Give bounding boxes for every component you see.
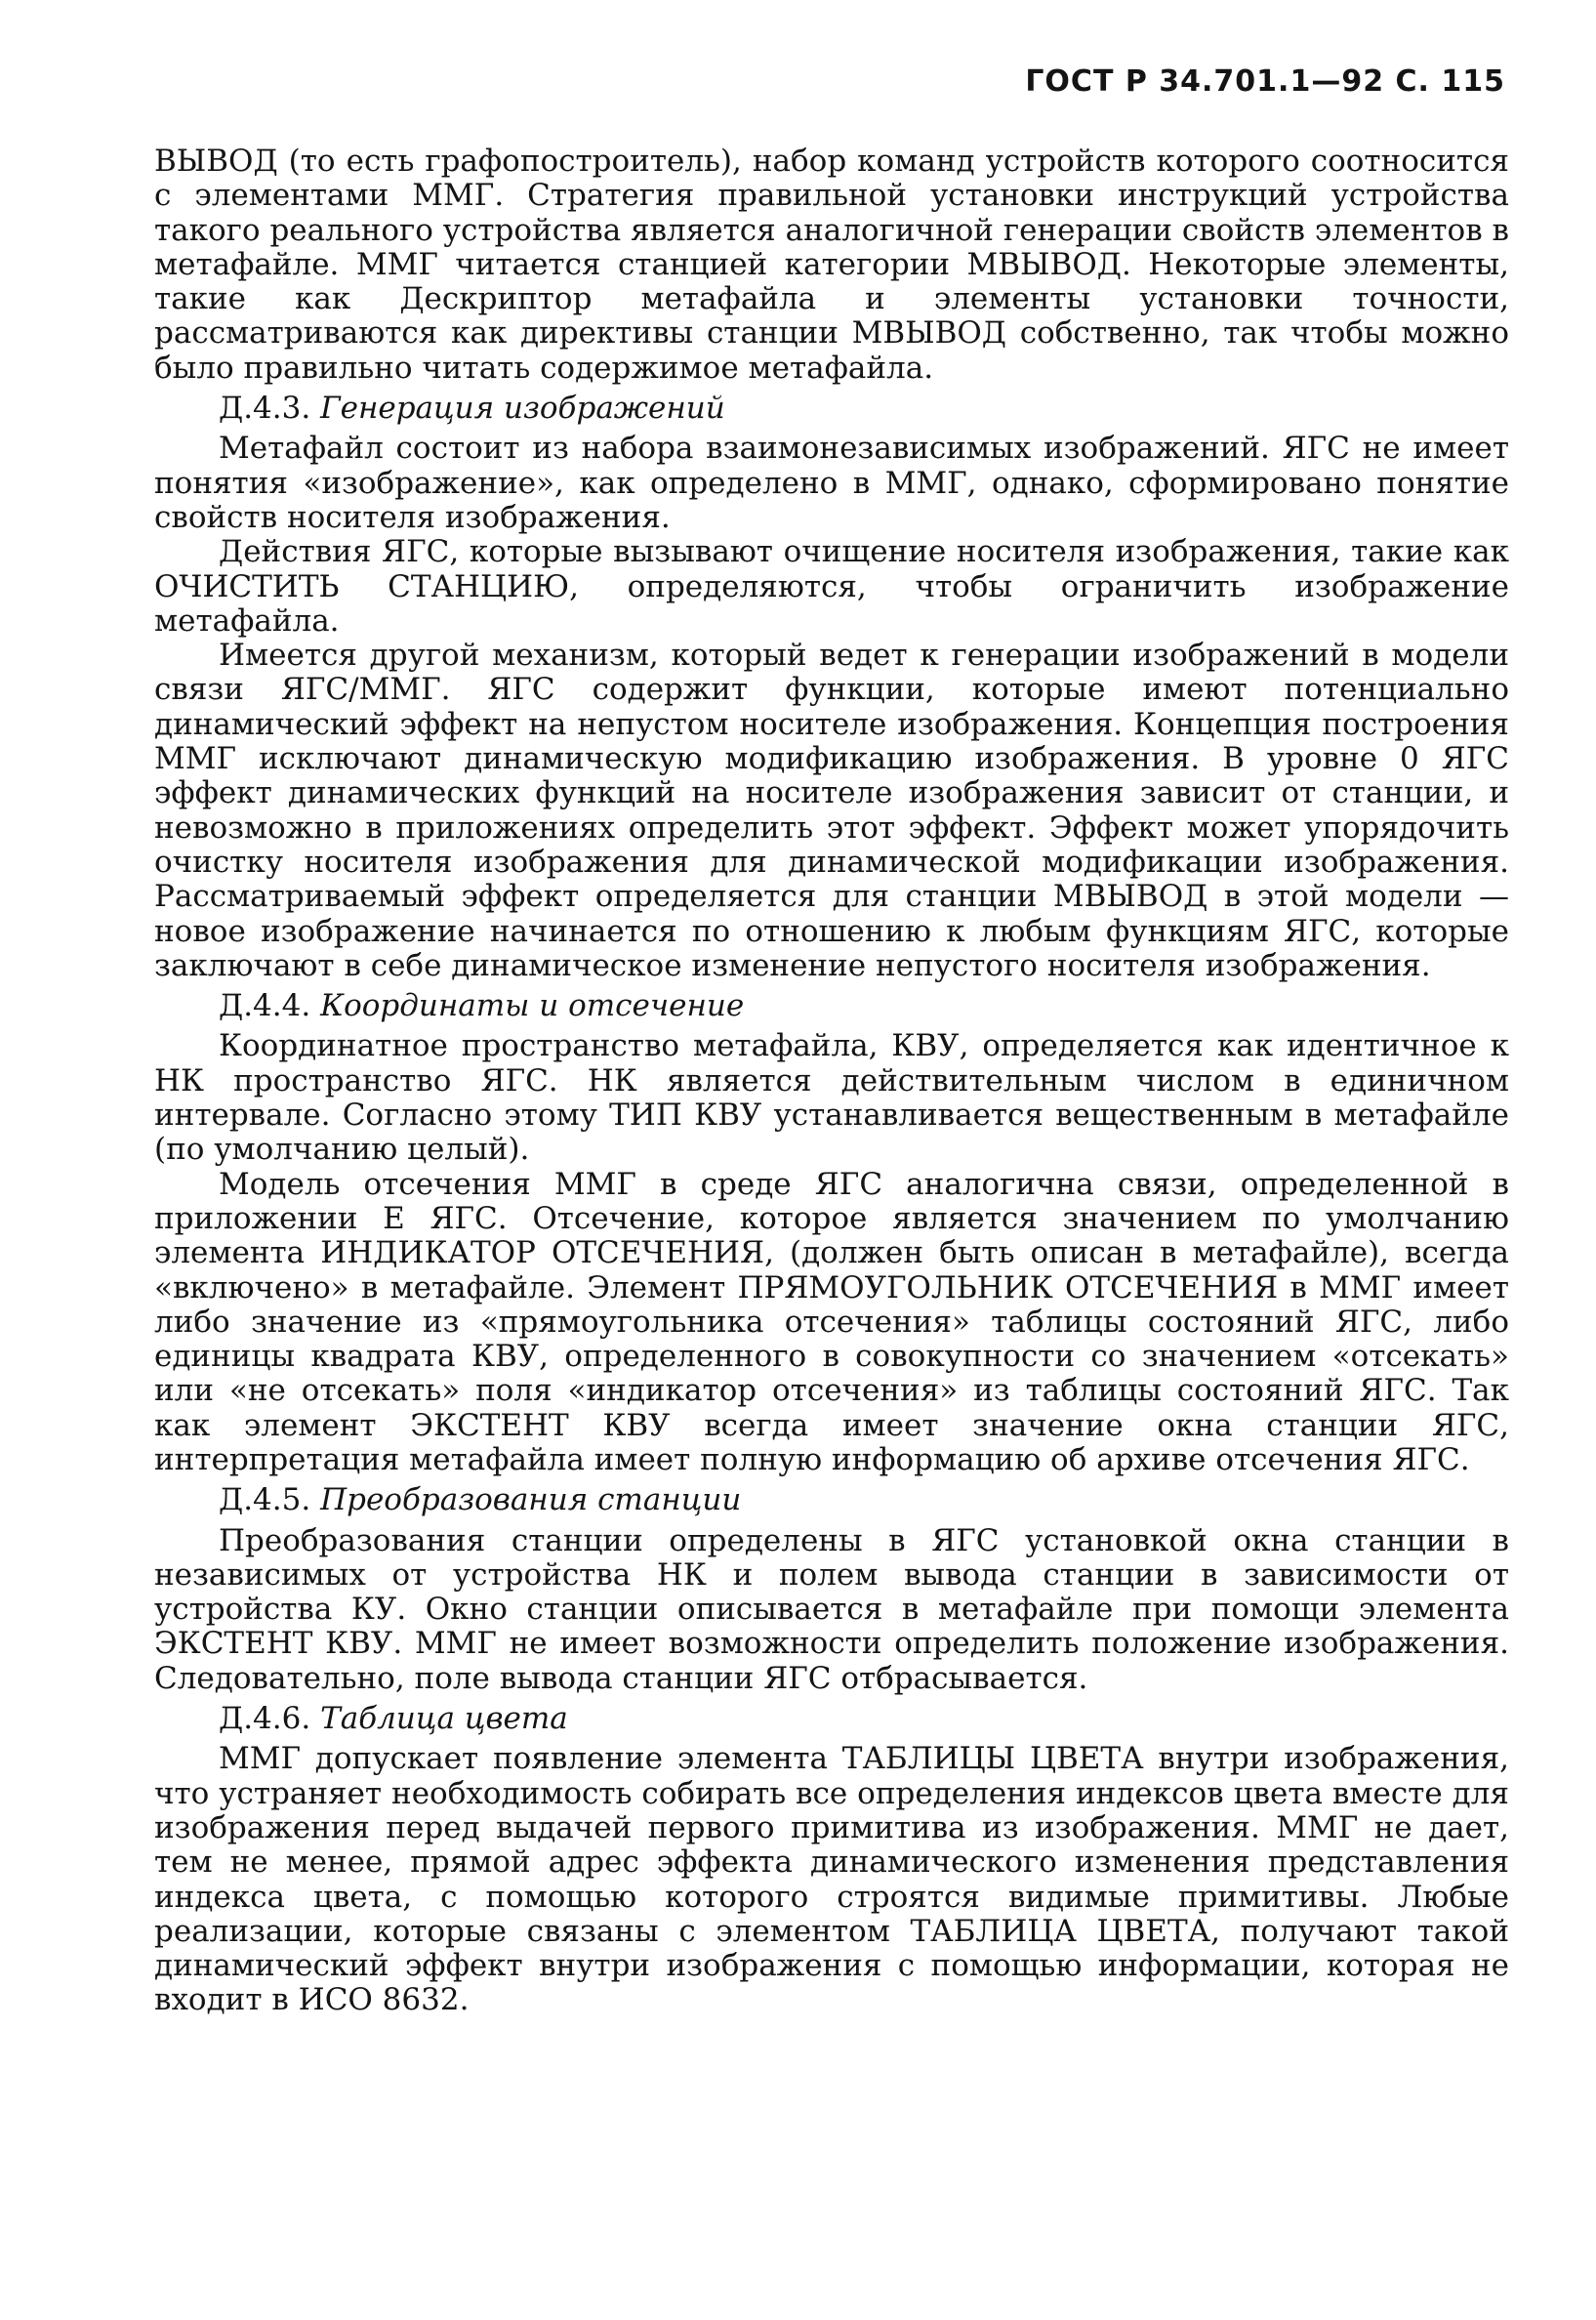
section-title: Таблица цвета xyxy=(320,1701,568,1737)
paragraph: Имеется другой механизм, который ведет к генерации изображений в модели связи ЯГС/ММГ. ЯГС содержит функции, которые имеют потенциально динамический эффект на непустом носителе изображения. Концепция построения ММГ исключают динамическую модификацию изображения. В уровне 0 ЯГС эффект динамических функций на носителе изображения зависит от станции, и невозможно в приложениях определить этот эффект. Эффект может упорядочить очистку носителя изображения для динамической модификации изображения. Рассматриваемый эффект определяется для станции МВЫВОД в этой модели — новое изображение начинается по отношению к любым функциям ЯГС, которые заключают в себе динамическое изменение непустого носителя изображения. xyxy=(154,638,1509,983)
paragraph: Действия ЯГС, которые вызывают очищение носителя изображения, такие как ОЧИСТИТЬ СТАНЦИЮ, определяются, чтобы ограничить изображение метафайла. xyxy=(154,534,1509,639)
section-number: Д.4.6. xyxy=(219,1701,311,1737)
running-head: ГОСТ Р 34.701.1—92 С. 115 xyxy=(1025,64,1505,99)
section-number: Д.4.4. xyxy=(219,988,311,1024)
section-number: Д.4.3. xyxy=(219,391,311,427)
section-heading-d46 xyxy=(154,1702,1509,1736)
section-number: Д.4.5. xyxy=(219,1482,311,1518)
section-heading-d43 xyxy=(154,392,1509,426)
section-title: Генерация изображений xyxy=(320,391,725,427)
paragraph: ММГ допускает появление элемента ТАБЛИЦЫ ЦВЕТА внутри изображения, что устраняет необходимость собирать все определения индексов цвета вместе для изображения перед выдачей первого примитива из изображения. ММГ не дает, тем не менее, прямой адрес эффекта динамического изменения представления индекса цвета, с помощью которого строятся видимые примитивы. Любые реализации, которые связаны с элементом ТАБЛИЦА ЦВЕТА, получают такой динамический эффект внутри изображения с помощью информации, которая не входит в ИСО 8632. xyxy=(154,1741,1509,2018)
paragraph: Преобразования станции определены в ЯГС установкой окна станции в независимых от устройства НК и полем вывода станции в зависимости от устройства КУ. Окно станции описывается в метафайле при помощи элемента ЭКСТЕНТ КВУ. ММГ не имеет возможности определить положение изображения. Следовательно, поле вывода станции ЯГС отбрасывается. xyxy=(154,1522,1509,1696)
section-heading-d44 xyxy=(154,989,1509,1023)
paragraph: Координатное пространство метафайла, КВУ, определяется как идентичное к НК пространство ЯГС. НК является действительным числом в единичном интервале. Согласно этому ТИП КВУ устанавливается вещественным в метафайле (по умолчанию целый). xyxy=(154,1028,1509,1168)
paragraph: Метафайл состоит из набора взаимонезависимых изображений. ЯГС не имеет понятия «изображение», как определено в ММГ, однако, сформировано понятие свойств носителя изображения. xyxy=(154,431,1509,535)
paragraph: Модель отсечения ММГ в среде ЯГС аналогична связи, определенной в приложении Е ЯГС. Отсечение, которое является значением по умолчанию элемента ИНДИКАТОР ОТСЕЧЕНИЯ, (должен быть описан в метафайле), всегда «включено» в метафайле. Элемент ПРЯМОУГОЛЬНИК ОТСЕЧЕНИЯ в ММГ имеет либо значение из «прямоугольника отсечения» таблицы состояний ЯГС, либо единицы квадрата КВУ, определенного в совокупности со значением «отсекать» или «не отсекать» поля «индикатор отсечения» из таблицы состояний ЯГС. Так как элемент ЭКСТЕНТ КВУ всегда имеет значение окна станции ЯГС, интерпретация метафайла имеет полную информацию об архиве отсечения ЯГС. xyxy=(154,1166,1509,1477)
section-title: Координаты и отсечение xyxy=(320,988,745,1024)
section-heading-d45 xyxy=(154,1483,1509,1517)
paragraph-continuation: ВЫВОД (то есть графопостроитель), набор команд устройств которого соотносится с элементами ММГ. Стратегия правильной установки инструкций устройства такого реального устройства является аналогичной генерации свойств элементов в метафайле. ММГ читается станцией категории МВЫВОД. Некоторые элементы, такие как Дескриптор метафайла и элементы установки точности, рассматриваются как директивы станции МВЫВОД собственно, так чтобы можно было правильно читать содержимое метафайла. xyxy=(154,144,1509,386)
body-text xyxy=(154,145,1509,2018)
section-title: Преобразования станции xyxy=(320,1482,742,1518)
